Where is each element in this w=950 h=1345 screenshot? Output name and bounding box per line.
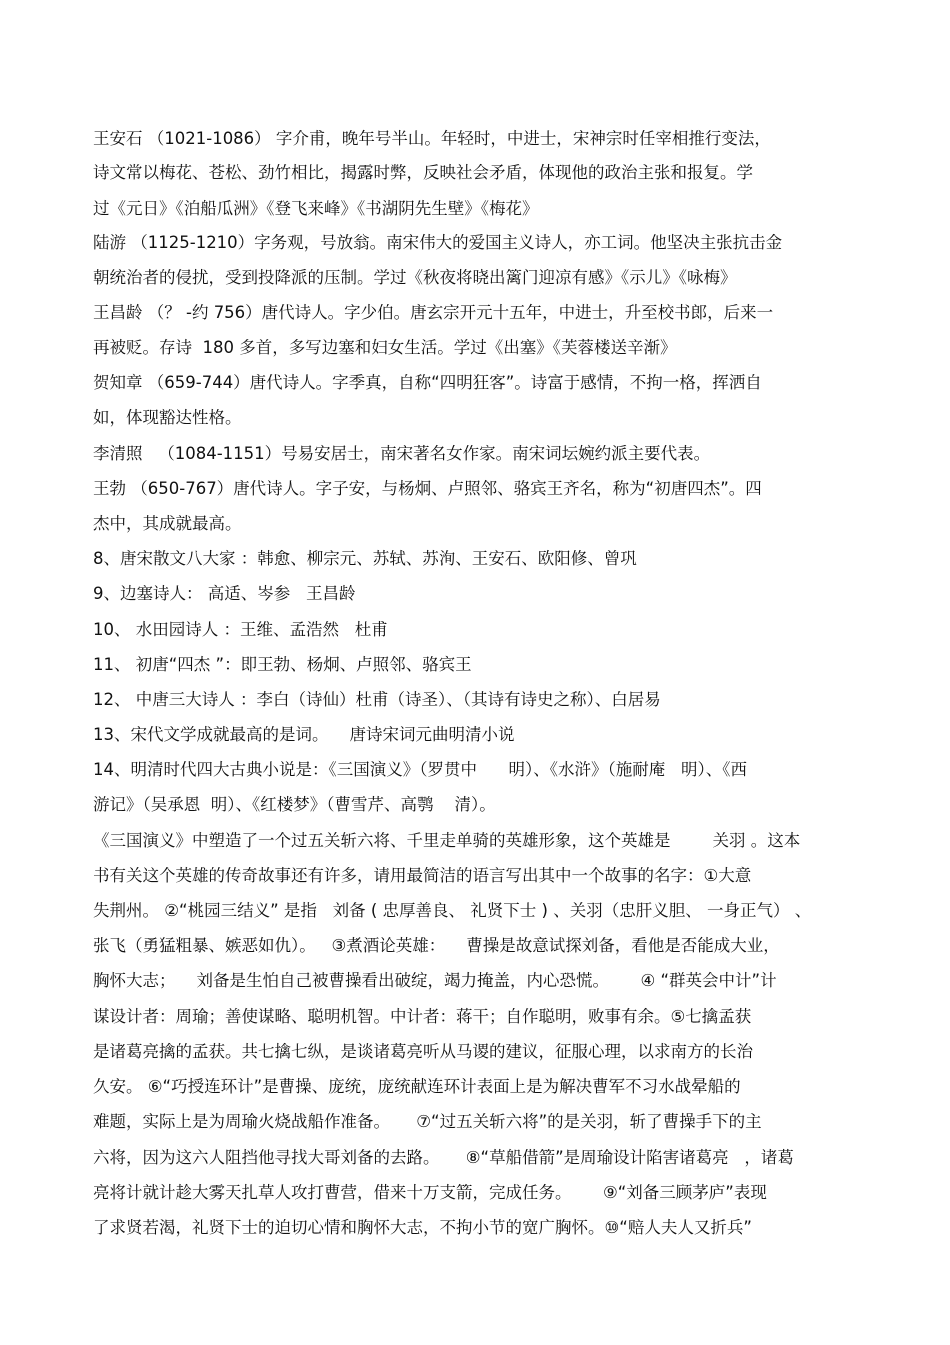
text-line: 杰中，其成就最高。 bbox=[93, 514, 242, 533]
text-line: 了求贤若渴，礼贤下士的迫切心情和胸怀大志，不拘小节的宽广胸怀。⑩“赔人夫人又折兵” bbox=[93, 1218, 752, 1237]
text-line: 如，体现豁达性格。 bbox=[93, 408, 242, 427]
text-line: 李清照 （1084-1151）号易安居士，南宋著名女作家。南宋词坛婉约派主要代表。 bbox=[93, 444, 711, 463]
text-line: 胸怀大志； 刘备是生怕自己被曹操看出破绽，竭力掩盖，内心恐慌。 ④ “群英会中计”计 bbox=[93, 971, 777, 990]
text-line: 朝统治者的侵扰，受到投降派的压制。学过《秋夜将晓出篱门迎凉有感》《示儿》《咏梅》 bbox=[93, 268, 737, 287]
text-line: 书有关这个英雄的传奇故事还有许多，请用最简洁的语言写出其中一个故事的名字：①大意 bbox=[93, 866, 752, 885]
text-line: 王勃 （650-767）唐代诗人。字子安，与杨炯、卢照邻、骆宾王齐名，称为“初唐四杰”。四 bbox=[93, 479, 762, 498]
text-line: 过《元日》《泊船瓜洲》《登飞来峰》《书湖阴先生壁》《梅花》 bbox=[93, 199, 539, 218]
text-line: 王昌龄 （？ -约 756）唐代诗人。字少伯。唐玄宗开元十五年，中进士，升至校书郎，后来一 bbox=[93, 303, 774, 322]
text-line: 10、 水田园诗人 ：王维、孟浩然 杜甫 bbox=[93, 620, 388, 639]
text-line: 六将，因为这六人阻挡他寻找大哥刘备的去路。 ⑧“草船借箭”是周瑜设计陷害诸葛亮 ，诸葛 bbox=[93, 1148, 794, 1167]
text-line: 王安石 （1021-1086） 字介甫，晚年号半山。年轻时，中进士，宋神宗时任宰相推行变法， bbox=[93, 129, 771, 148]
text-line: 9、边塞诗人： 高适、岑参 王昌龄 bbox=[93, 584, 356, 603]
text-line: 诗文常以梅花、苍松、劲竹相比，揭露时弊，反映社会矛盾，体现他的政治主张和报复。学 bbox=[93, 163, 753, 182]
text-line: 张飞（勇猛粗暴、嫉恶如仇）。 ③煮酒论英雄： 曹操是故意试探刘备，看他是否能成大业， bbox=[93, 936, 780, 955]
text-line: 游记》（吴承恩 明）、《红楼梦》（曹雪芹、高鹗 清）。 bbox=[93, 795, 496, 814]
text-line: 是诸葛亮擒的孟获。共七擒七纵，是谈诸葛亮听从马谡的建议，征服心理，以求南方的长治 bbox=[93, 1042, 753, 1061]
text-line: 8、唐宋散文八大家 ：韩愈、柳宗元、苏轼、苏洵、王安石、欧阳修、曾巩 bbox=[93, 549, 637, 568]
text-line: 贺知章 （659-744）唐代诗人。字季真，自称“四明狂客”。诗富于感情，不拘一格，挥洒自 bbox=[93, 373, 762, 392]
text-line: 亮将计就计趁大雾天扎草人攻打曹营，借来十万支箭，完成任务。 ⑨“刘备三顾茅庐”表现 bbox=[93, 1183, 767, 1202]
text-line: 《三国演义》中塑造了一个过五关斩六将、千里走单骑的英雄形象，这个英雄是 关羽 。这本 bbox=[93, 831, 801, 850]
text-line: 久安。 ⑥“巧授连环计”是曹操、庞统，庞统献连环计表面上是为解决曹军不习水战晕船的 bbox=[93, 1077, 741, 1096]
text-line: 难题，实际上是为周瑜火烧战船作准备。 ⑦“过五关斩六将”的是关羽，斩了曹操手下的主 bbox=[93, 1112, 762, 1131]
text-line: 14、明清时代四大古典小说是：《三国演义》（罗贯中 明）、《水浒》（施耐庵 明）、《西 bbox=[93, 760, 747, 779]
text-line: 失荆州。 ②“桃园三结义” 是指 刘备 ( 忠厚善良、 礼贤下士 ) 、关羽（忠肝义胆、 一身正气） 、 bbox=[93, 901, 812, 920]
text-line: 12、 中唐三大诗人 ：李白（诗仙）杜甫（诗圣）、（其诗有诗史之称）、白居易 bbox=[93, 690, 661, 709]
text-line: 谋设计者：周瑜；善使谋略、聪明机智。中计者：蒋干；自作聪明，败事有余。⑤七擒孟获 bbox=[93, 1007, 752, 1026]
text-line: 13、宋代文学成就最高的是词。 唐诗宋词元曲明清小说 bbox=[93, 725, 515, 744]
text-line: 11、 初唐“四杰 ”：即王勃、杨炯、卢照邻、骆宾王 bbox=[93, 655, 472, 674]
text-line: 陆游 （1125-1210）字务观，号放翁。南宋伟大的爱国主义诗人，亦工词。他坚决主张抗击金 bbox=[93, 233, 783, 252]
text-line: 再被贬。存诗 180 多首，多写边塞和妇女生活。学过《出塞》《芙蓉楼送辛渐》 bbox=[93, 338, 677, 357]
